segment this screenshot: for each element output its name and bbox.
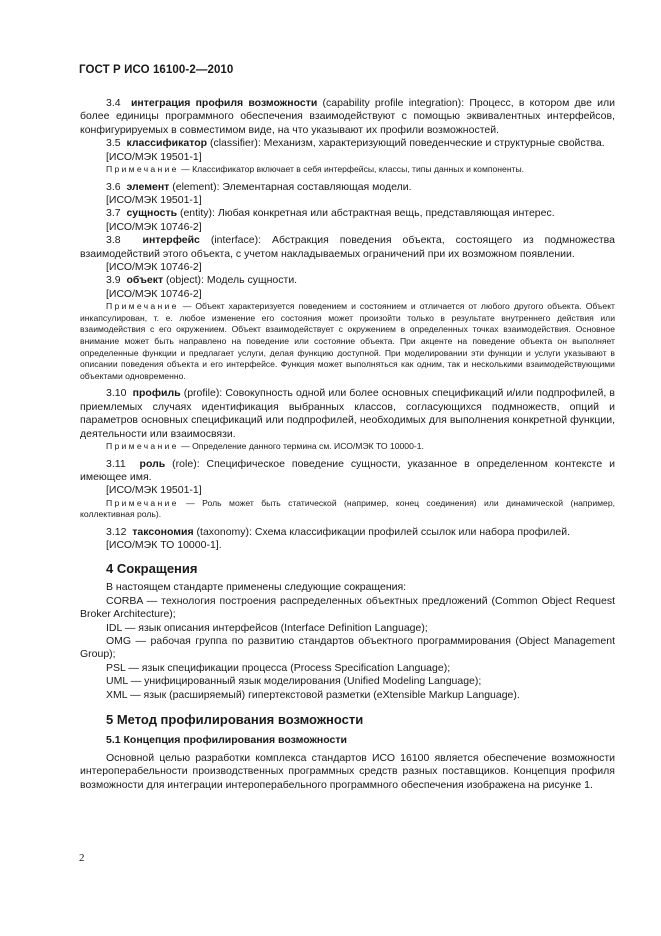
- definition-reference: [ИСО/МЭК 10746-2]: [106, 220, 202, 233]
- note-3-9: Примечание — Объект характеризуется поведением и состоянием и отличается от любого другого объекта. Объект инкапсулирован, т. е. любое изменение его состояния может произойти только в результате внутреннего действия или взаимодействия с его окружением. Объект взаимодействует с окружением в определенных точках взаимодействия. Основное внимание может быть направлено на поведение или состояние объекта. При акценте на поведение объекта он выполняет определенные функции и предлагает услуги, делая функцию доступной. При моделировании эти функции и услуги указывают в описании поведения объекта и его интерфейсе. Функция может выполняться как одним, так и несколькими взаимодействующими объектами одновременно.: [80, 301, 615, 381]
- note-3-10: Примечание — Определение данного термина см. ИСО/МЭК ТО 10000-1.: [106, 441, 424, 452]
- term: профиль: [132, 387, 181, 400]
- term: сущность: [126, 207, 178, 220]
- definition-reference: [ИСО/МЭК 19501-1]: [106, 194, 202, 207]
- abbreviation-item: OMG — рабочая группа по развитию стандартов объектного программирования (Object Management Group);: [80, 634, 615, 661]
- definition-reference: [ИСО/МЭК 19501-1]: [106, 484, 202, 497]
- term: интеграция профиля возможности: [130, 97, 318, 109]
- definition-3-7: 3.7 сущность (entity): Любая конкретная или абстрактная вещь, представляющая интерес.: [106, 207, 555, 220]
- section-5-heading: 5 Метод профилирования возможности: [106, 711, 364, 727]
- term: классификатор: [126, 137, 208, 150]
- page-number: 2: [79, 852, 85, 864]
- note-3-5: Примечание — Классификатор включает в себя интерфейсы, классы, типы данных и компоненты.: [106, 164, 525, 175]
- section-5-1-heading: 5.1 Концепция профилирования возможности: [106, 734, 347, 747]
- definition-3-9: 3.9 объект (object): Модель сущности.: [106, 274, 298, 287]
- definition-3-6: 3.6 элемент (element): Элементарная составляющая модели.: [106, 180, 412, 193]
- document-body: [80, 97, 615, 792]
- abbreviations-intro: В настоящем стандарте применены следующие сокращения:: [106, 581, 407, 594]
- section-4-heading: 4 Сокращения: [106, 560, 198, 576]
- term: элемент: [126, 180, 170, 193]
- definition-3-12: 3.12 таксономия (taxonomy): Схема классификации профилей ссылок или набора профилей.: [106, 526, 571, 539]
- definition-3-10: 3.10 профиль (profile): Совокупность одной или более основных спецификаций и/или подпрофилей, в приемлемых случаях идентификация выбранных классов, согласующихся подмножеств, опций и параметров основных спецификаций или подпрофилей, необходимых для выполнения конкретной функции, деятельности или взаимосвязи.: [80, 387, 616, 440]
- abbreviation-item: UML — унифицированный язык моделирования (Unified Modeling Language);: [106, 675, 482, 688]
- term: объект: [126, 274, 164, 287]
- section-5-1-paragraph: Основной целью разработки комплекса стандартов ИСО 16100 является обеспечение возможности интероперабельности производственных программных средств разных поставщиков. Концепция профиля возможности для интеграции интероперабельного программного обеспечения изображена на рисунке 1.: [80, 751, 615, 791]
- document-header: ГОСТ Р ИСО 16100-2—2010: [79, 64, 234, 76]
- definition-reference: [ИСО/МЭК ТО 10000-1].: [106, 539, 222, 552]
- term: таксономия: [132, 526, 194, 539]
- term: интерфейс: [142, 234, 200, 247]
- definition-3-4: 3.4 интеграция профиля возможности (capability profile integration): Процесс, в котором две или более единицы программного обеспечения взаимодействуют с помощью эквивалентных интерфейсов, конфигурируемых в совместимом виде, на что указывают их профили возможностей.: [80, 97, 615, 136]
- definition-reference: [ИСО/МЭК 10746-2]: [106, 287, 202, 300]
- definition-reference: [ИСО/МЭК 10746-2]: [106, 261, 202, 274]
- abbreviation-item: PSL — язык спецификации процесса (Process Specification Language);: [106, 661, 451, 674]
- definition-3-5: 3.5 классификатор (classifier): Механизм, характеризующий поведенческие и структурные свойства.: [106, 137, 605, 150]
- abbreviation-item: XML — язык (расширяемый) гипертекстовой разметки (eXtensible Markup Language).: [106, 688, 520, 701]
- note-3-11: Примечание — Роль может быть статической (например, конец соединения) или динамической (например, коллективная роль).: [80, 497, 615, 520]
- definition-3-11: 3.11 роль (role): Специфическое поведение сущности, указанное в определенном контексте и имеющее имя.: [80, 457, 615, 484]
- abbreviation-item: IDL — язык описания интерфейсов (Interface Definition Language);: [106, 621, 428, 634]
- definition-3-8: 3.8 интерфейс (interface): Абстракция поведения объекта, состоящего из подмножества взаимодействий этого объекта, с учетом накладываемых ограничений при их возможном появлении.: [80, 234, 615, 260]
- term: роль: [139, 457, 166, 470]
- definition-reference: [ИСО/МЭК 19501-1]: [106, 150, 202, 163]
- abbreviation-item: CORBA — технология построения распределенных объектных предложений (Common Object Request Broker Architecture);: [80, 594, 615, 621]
